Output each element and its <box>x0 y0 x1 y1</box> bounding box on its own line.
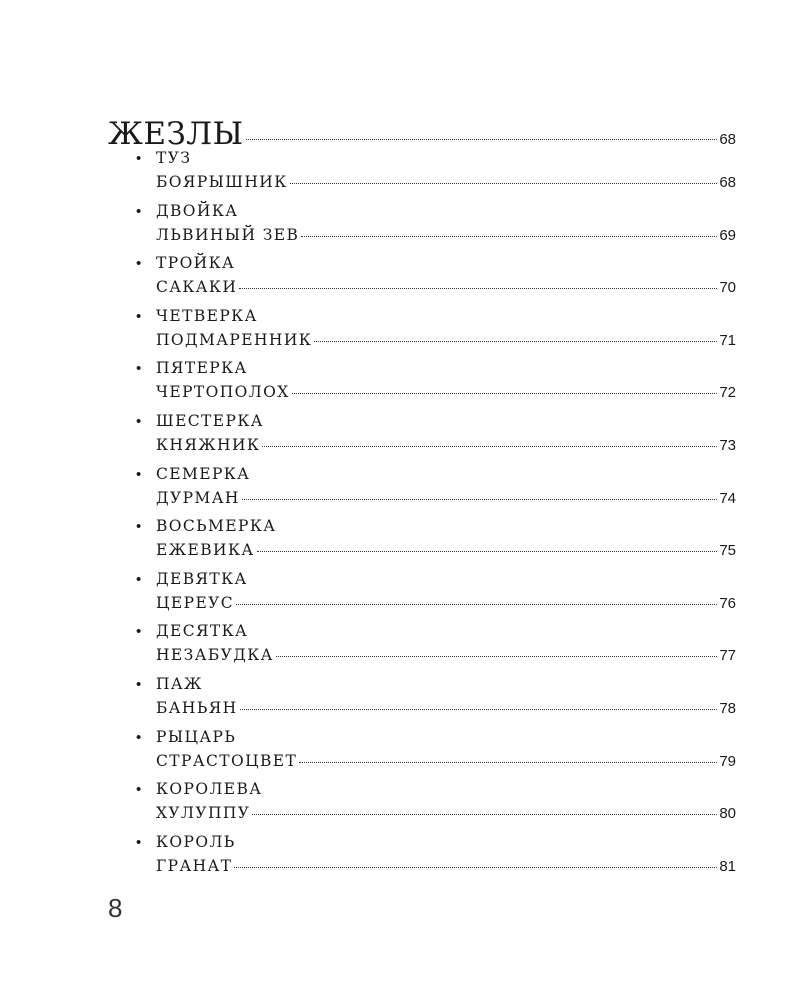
plant-name: ДУРМАН <box>156 488 240 507</box>
plant-line[interactable] <box>136 749 736 773</box>
card-line <box>136 725 736 749</box>
bullet-icon: • <box>136 412 142 430</box>
card-name: КОРОЛЕВА <box>156 780 263 799</box>
bullet-icon: • <box>136 255 142 273</box>
entry-page-number: 71 <box>719 331 736 349</box>
toc-entry[interactable] <box>136 619 736 672</box>
toc-entry[interactable] <box>136 356 736 409</box>
plant-line[interactable] <box>136 801 736 825</box>
entry-page-number: 75 <box>719 542 736 560</box>
bullet-icon: • <box>136 202 142 220</box>
dot-leader <box>240 709 718 710</box>
card-line <box>136 777 736 801</box>
folio-page-number: 8 <box>108 893 123 923</box>
dot-leader <box>299 762 717 763</box>
card-name: ДЕСЯТКА <box>156 622 249 641</box>
plant-line[interactable] <box>136 380 736 404</box>
toc-entry[interactable] <box>136 777 736 830</box>
plant-name: ХУЛУППУ <box>156 804 251 823</box>
card-name: ДЕВЯТКА <box>156 569 248 588</box>
bullet-icon: • <box>136 307 142 325</box>
dot-leader <box>301 236 717 237</box>
plant-name: ЛЬВИНЫЙ ЗЕВ <box>156 225 300 244</box>
dot-leader <box>242 499 718 500</box>
toc-entry[interactable] <box>136 725 736 778</box>
card-name: ТУЗ <box>156 149 192 167</box>
plant-name: КНЯЖНИК <box>156 435 261 454</box>
toc-entry[interactable] <box>136 514 736 567</box>
toc-entry[interactable] <box>136 199 736 252</box>
plant-line[interactable] <box>136 223 736 247</box>
plant-name: БАНЬЯН <box>156 698 238 717</box>
bullet-icon: • <box>136 570 142 588</box>
card-line <box>136 199 736 223</box>
card-line <box>136 830 736 854</box>
card-line <box>136 251 736 275</box>
entry-page-number: 77 <box>719 647 736 665</box>
entry-page-number: 76 <box>719 594 736 612</box>
toc-entry[interactable] <box>136 462 736 515</box>
toc-entry[interactable] <box>136 567 736 620</box>
plant-line[interactable] <box>136 538 736 562</box>
dot-leader <box>246 139 718 140</box>
card-line <box>136 514 736 538</box>
entry-page-number: 78 <box>719 699 736 717</box>
dot-leader <box>290 183 718 184</box>
plant-line[interactable] <box>136 643 736 667</box>
card-line <box>136 146 736 170</box>
entry-page-number: 80 <box>719 805 736 823</box>
toc-entries <box>136 146 736 882</box>
bullet-icon: • <box>136 781 142 799</box>
card-name: ВОСЬМЕРКА <box>156 517 277 536</box>
plant-line[interactable] <box>136 433 736 457</box>
bullet-icon: • <box>136 728 142 746</box>
dot-leader <box>236 604 717 605</box>
card-line <box>136 619 736 643</box>
bullet-icon: • <box>136 465 142 483</box>
card-name: РЫЦАРЬ <box>156 727 237 746</box>
dot-leader <box>234 867 717 868</box>
plant-name: САКАКИ <box>156 278 238 297</box>
plant-name: БОЯРЫШНИК <box>156 173 288 191</box>
card-name: ТРОЙКА <box>156 254 236 273</box>
entry-page-number: 79 <box>719 752 736 770</box>
card-name: КОРОЛЬ <box>156 832 236 851</box>
card-line <box>136 304 736 328</box>
plant-line[interactable] <box>136 328 736 352</box>
section-title: ЖЕЗЛЫ <box>108 116 244 152</box>
toc-entry[interactable] <box>136 409 736 462</box>
plant-line[interactable] <box>136 696 736 720</box>
bullet-icon: • <box>136 623 142 641</box>
plant-name: НЕЗАБУДКА <box>156 646 274 665</box>
card-line <box>136 462 736 486</box>
entry-page-number: 73 <box>719 436 736 454</box>
entry-page-number: 70 <box>719 279 736 297</box>
plant-line[interactable] <box>136 486 736 510</box>
plant-line[interactable] <box>136 591 736 615</box>
dot-leader <box>292 393 718 394</box>
toc-entry[interactable] <box>136 251 736 304</box>
toc-entry[interactable] <box>136 830 736 883</box>
card-line <box>136 672 736 696</box>
card-name: ДВОЙКА <box>156 201 239 220</box>
card-name: ШЕСТЕРКА <box>156 411 264 430</box>
plant-name: ЦЕРЕУС <box>156 593 235 612</box>
plant-name: ЕЖЕВИКА <box>156 541 255 560</box>
toc-entry[interactable] <box>136 146 736 199</box>
plant-line[interactable] <box>136 170 736 194</box>
card-name: ЧЕТВЕРКА <box>156 306 258 325</box>
bullet-icon: • <box>136 833 142 851</box>
plant-name: СТРАСТОЦВЕТ <box>156 751 298 770</box>
plant-line[interactable] <box>136 854 736 878</box>
bullet-icon: • <box>136 150 142 167</box>
card-name: СЕМЕРКА <box>156 464 251 483</box>
card-line <box>136 409 736 433</box>
section-page-number: 68 <box>719 131 736 148</box>
dot-leader <box>239 288 717 289</box>
entry-page-number: 81 <box>719 857 736 875</box>
card-name: ПЯТЕРКА <box>156 359 248 378</box>
plant-name: ЧЕРТОПОЛОХ <box>156 383 290 402</box>
toc-entry[interactable] <box>136 672 736 725</box>
entry-page-number: 72 <box>719 384 736 402</box>
entry-page-number: 74 <box>719 489 736 507</box>
plant-name: ГРАНАТ <box>156 856 233 875</box>
toc-entry[interactable] <box>136 304 736 357</box>
bullet-icon: • <box>136 518 142 536</box>
entry-page-number: 68 <box>719 174 736 191</box>
dot-leader <box>262 446 717 447</box>
plant-line[interactable] <box>136 275 736 299</box>
bullet-icon: • <box>136 675 142 693</box>
dot-leader <box>252 814 717 815</box>
dot-leader <box>257 551 718 552</box>
card-name: ПАЖ <box>156 674 203 693</box>
bullet-icon: • <box>136 360 142 378</box>
entry-page-number: 69 <box>719 226 736 244</box>
dot-leader <box>314 341 717 342</box>
dot-leader <box>276 656 718 657</box>
card-line <box>136 356 736 380</box>
plant-name: ПОДМАРЕННИК <box>156 330 313 349</box>
card-line <box>136 567 736 591</box>
